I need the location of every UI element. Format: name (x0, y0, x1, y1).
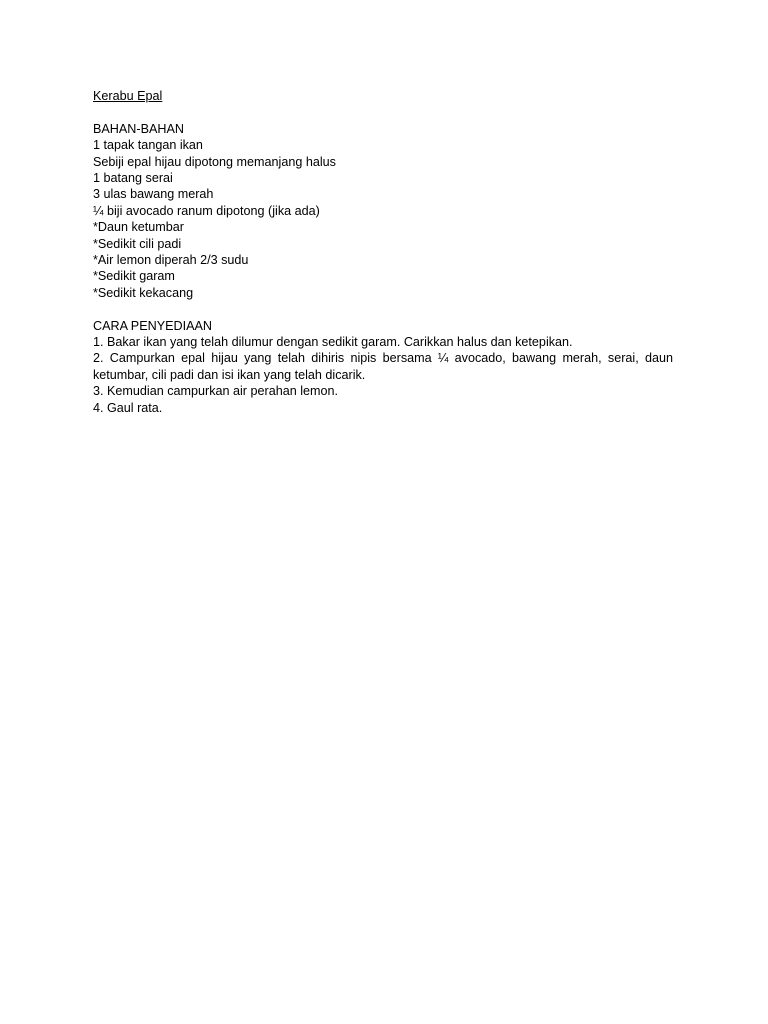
method-step: 1. Bakar ikan yang telah dilumur dengan sedikit garam. Carikkan halus dan ketepikan. (93, 335, 573, 350)
ingredient-item: 1 batang serai (93, 171, 173, 186)
ingredient-item: *Daun ketumbar (93, 220, 185, 235)
ingredient-item: Sebiji epal hijau dipotong memanjang halus (93, 154, 336, 169)
method-heading: CARA PENYEDIAAN (93, 318, 212, 333)
spacer (93, 104, 673, 120)
ingredients-list (93, 137, 673, 301)
ingredient-item: ¼ biji avocado ranum dipotong (jika ada) (93, 203, 320, 218)
ingredient-item: *Sedikit garam (93, 269, 175, 284)
method-steps (93, 334, 673, 416)
spacer (93, 301, 673, 317)
method-step: 3. Kemudian campurkan air perahan lemon. (93, 384, 339, 399)
method-step: 2. Campurkan epal hijau yang telah dihiris nipis bersama ¼ avocado, bawang merah, serai, daun ketumbar, cili padi dan isi ikan yang telah dicarik. (93, 351, 673, 382)
ingredient-item: *Sedikit kekacang (93, 285, 194, 300)
recipe-title: Kerabu Epal (93, 89, 163, 103)
ingredient-item: *Sedikit cili padi (93, 236, 182, 251)
recipe-content (93, 88, 673, 416)
ingredient-item: *Air lemon diperah 2/3 sudu (93, 253, 249, 268)
ingredient-item: 3 ulas bawang merah (93, 187, 214, 202)
method-step: 4. Gaul rata. (93, 400, 163, 415)
ingredient-item: 1 tapak tangan ikan (93, 138, 203, 153)
ingredients-heading: BAHAN-BAHAN (93, 121, 184, 136)
